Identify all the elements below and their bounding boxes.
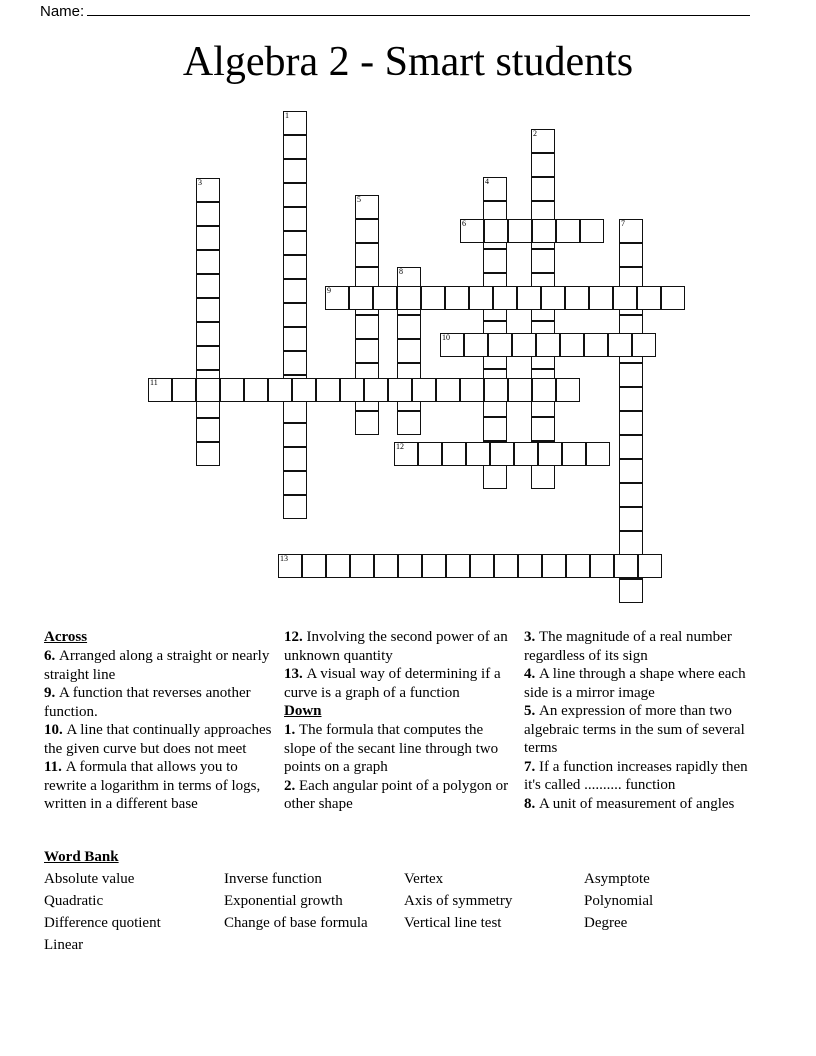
crossword-cell[interactable]	[355, 243, 379, 267]
cell-number-8: 8	[399, 267, 403, 276]
crossword-cell[interactable]	[283, 279, 307, 303]
crossword-cell[interactable]	[355, 195, 379, 219]
clue-number: 1.	[284, 722, 299, 738]
word-bank-item: Inverse function	[224, 871, 322, 887]
word-bank-item: Change of base formula	[224, 915, 368, 931]
crossword-cell[interactable]	[565, 286, 589, 310]
crossword-cell[interactable]	[541, 286, 565, 310]
crossword-cell[interactable]	[619, 531, 643, 555]
crossword-cell[interactable]	[466, 442, 490, 466]
crossword-cell[interactable]	[412, 378, 436, 402]
crossword-cell[interactable]	[340, 378, 364, 402]
crossword-cell[interactable]	[421, 286, 445, 310]
crossword-cell[interactable]	[283, 495, 307, 519]
cell-number-10: 10	[442, 333, 450, 342]
clues-column-3	[524, 628, 774, 814]
down-heading: Down	[284, 703, 322, 719]
crossword-cell[interactable]	[661, 286, 685, 310]
cell-number-7: 7	[621, 219, 625, 228]
crossword-cell[interactable]	[283, 399, 307, 423]
crossword-cell[interactable]	[418, 442, 442, 466]
cell-number-13: 13	[280, 554, 288, 563]
word-bank-item: Quadratic	[44, 893, 104, 909]
crossword-cell[interactable]	[374, 554, 398, 578]
crossword-cell[interactable]	[508, 219, 532, 243]
word-bank-section	[44, 846, 784, 956]
word-bank-item: Difference quotient	[44, 915, 161, 931]
word-bank-item: Vertex	[404, 871, 444, 887]
clue-text: A formula that allows you to rewrite a logarithm in terms of logs, written in a different base	[44, 759, 261, 812]
crossword-cell[interactable]	[619, 411, 643, 435]
crossword-cell[interactable]	[196, 346, 220, 370]
crossword-cell[interactable]	[196, 442, 220, 466]
crossword-cell[interactable]	[283, 231, 307, 255]
crossword-cell[interactable]	[536, 333, 560, 357]
clue-item	[284, 777, 516, 814]
clue-number: 7.	[524, 758, 539, 775]
crossword-cell[interactable]	[148, 378, 172, 402]
crossword-cell[interactable]	[283, 447, 307, 471]
cell-number-4: 4	[485, 177, 489, 186]
word-bank-item: Exponential growth	[224, 893, 343, 909]
clue-number: 9.	[44, 685, 59, 701]
cell-number-1: 1	[285, 111, 289, 120]
crossword-cell[interactable]	[326, 554, 350, 578]
crossword-cell[interactable]	[172, 378, 196, 402]
down-clue-list-part2	[524, 628, 766, 813]
crossword-cell[interactable]	[196, 178, 220, 202]
cell-number-12: 12	[396, 442, 404, 451]
clue-item	[44, 758, 276, 814]
clue-number: 12.	[284, 629, 307, 645]
clues-column-1	[44, 628, 284, 814]
clue-text: A line that continually approaches the given curve but does not meet	[44, 722, 272, 757]
crossword-cell[interactable]	[355, 339, 379, 363]
crossword-cell[interactable]	[196, 202, 220, 226]
crossword-cell[interactable]	[283, 423, 307, 447]
crossword-cell[interactable]	[483, 465, 507, 489]
crossword-cell[interactable]	[196, 226, 220, 250]
across-clue-list-part2	[284, 628, 516, 702]
clue-item	[524, 702, 766, 758]
crossword-cell[interactable]	[283, 159, 307, 183]
crossword-cell[interactable]	[483, 177, 507, 201]
crossword-cell[interactable]	[562, 442, 586, 466]
crossword-cell[interactable]	[512, 333, 536, 357]
crossword-cell[interactable]	[483, 249, 507, 273]
crossword-cell[interactable]	[637, 286, 661, 310]
clue-number: 6.	[44, 648, 59, 664]
crossword-cell[interactable]	[619, 387, 643, 411]
clue-item	[284, 721, 516, 777]
crossword-cell[interactable]	[350, 554, 374, 578]
crossword-cell[interactable]	[613, 286, 637, 310]
crossword-cell[interactable]	[283, 351, 307, 375]
crossword-cell[interactable]	[493, 286, 517, 310]
crossword-cell[interactable]	[542, 554, 566, 578]
crossword-cell[interactable]	[619, 219, 643, 243]
crossword-cell[interactable]	[316, 378, 340, 402]
across-heading: Across	[44, 629, 88, 645]
crossword-cell[interactable]	[196, 322, 220, 346]
crossword-cell[interactable]	[484, 219, 508, 243]
crossword-cell[interactable]	[283, 471, 307, 495]
crossword-cell[interactable]	[394, 442, 418, 466]
clue-item	[44, 684, 276, 721]
clue-number: 4.	[524, 666, 539, 682]
across-clue-list-part1	[44, 647, 276, 814]
crossword-cell[interactable]	[278, 554, 302, 578]
crossword-cell[interactable]	[445, 286, 469, 310]
clue-number: 10.	[44, 722, 67, 738]
crossword-cell[interactable]	[560, 333, 584, 357]
cell-number-3: 3	[198, 178, 202, 187]
crossword-cell[interactable]	[283, 111, 307, 135]
crossword-cell[interactable]	[364, 378, 388, 402]
crossword-cell[interactable]	[538, 442, 562, 466]
crossword-cell[interactable]	[244, 378, 268, 402]
clue-text: An expression of more than two algebraic terms in the sum of several terms	[524, 703, 745, 756]
clues-section	[44, 628, 774, 814]
crossword-cell[interactable]	[532, 378, 556, 402]
crossword-cell[interactable]	[355, 219, 379, 243]
crossword-cell[interactable]	[531, 249, 555, 273]
crossword-cell[interactable]	[325, 286, 349, 310]
crossword-cell[interactable]	[580, 219, 604, 243]
crossword-cell[interactable]	[196, 378, 220, 402]
clue-text: A function that reverses another function.	[44, 685, 251, 720]
crossword-cell[interactable]	[590, 554, 614, 578]
crossword-cell[interactable]	[302, 554, 326, 578]
crossword-cell[interactable]	[586, 442, 610, 466]
clue-item	[524, 758, 766, 795]
word-bank-item: Degree	[584, 915, 628, 931]
crossword-cell[interactable]	[446, 554, 470, 578]
crossword-cell[interactable]	[283, 207, 307, 231]
crossword-cell[interactable]	[488, 333, 512, 357]
crossword-cell[interactable]	[460, 219, 484, 243]
crossword-cell[interactable]	[398, 554, 422, 578]
crossword-cell[interactable]	[556, 378, 580, 402]
crossword-cell[interactable]	[196, 418, 220, 442]
crossword-cell[interactable]	[397, 315, 421, 339]
crossword-cell[interactable]	[469, 286, 493, 310]
clue-item	[44, 647, 276, 684]
crossword-cell[interactable]	[442, 442, 466, 466]
down-clue-list-part1	[284, 721, 516, 814]
word-bank-item: Linear	[44, 937, 84, 953]
clue-text: The formula that computes the slope of the secant line through two points on a graph	[284, 722, 499, 775]
clue-text: A unit of measurement of angles	[539, 795, 735, 812]
clue-item	[524, 665, 766, 702]
crossword-cell[interactable]	[470, 554, 494, 578]
crossword-cell[interactable]	[532, 219, 556, 243]
clue-number: 8.	[524, 795, 539, 812]
crossword-cell[interactable]	[440, 333, 464, 357]
clues-column-2	[284, 628, 524, 814]
clue-number: 3.	[524, 629, 539, 645]
crossword-cell[interactable]	[283, 135, 307, 159]
name-label: Name:	[40, 3, 85, 20]
crossword-cell[interactable]	[196, 250, 220, 274]
crossword-cell[interactable]	[531, 417, 555, 441]
crossword-cell[interactable]	[508, 378, 532, 402]
crossword-cell[interactable]	[619, 483, 643, 507]
clue-text: A visual way of determining if a curve is a graph of a function	[284, 666, 501, 701]
crossword-cell[interactable]	[531, 129, 555, 153]
word-bank-heading: Word Bank	[44, 849, 119, 865]
clue-text: Arranged along a straight or nearly straight line	[44, 648, 270, 683]
crossword-cell[interactable]	[494, 554, 518, 578]
crossword-cell[interactable]	[619, 435, 643, 459]
cell-number-2: 2	[533, 129, 537, 138]
crossword-cell[interactable]	[397, 286, 421, 310]
clue-number: 11.	[44, 759, 66, 775]
clue-text: Each angular point of a polygon or other shape	[284, 777, 509, 812]
clue-item	[284, 665, 516, 702]
crossword-cell[interactable]	[196, 274, 220, 298]
crossword-cell[interactable]	[373, 286, 397, 310]
crossword-cell[interactable]	[283, 183, 307, 207]
clue-number: 5.	[524, 703, 539, 719]
crossword-cell[interactable]	[619, 243, 643, 267]
crossword-cell[interactable]	[388, 378, 412, 402]
clue-item	[524, 795, 766, 814]
crossword-cell[interactable]	[619, 363, 643, 387]
crossword-cell[interactable]	[531, 153, 555, 177]
crossword-cell[interactable]	[619, 507, 643, 531]
crossword-cell[interactable]	[518, 554, 542, 578]
crossword-cell[interactable]	[220, 378, 244, 402]
crossword-cell[interactable]	[397, 339, 421, 363]
clue-text: A line through a shape where each side is a mirror image	[524, 666, 746, 701]
crossword-cell[interactable]	[436, 378, 460, 402]
crossword-cell[interactable]	[531, 177, 555, 201]
crossword-cell[interactable]	[292, 378, 316, 402]
crossword-cell[interactable]	[589, 286, 613, 310]
cell-number-5: 5	[357, 195, 361, 204]
crossword-cell[interactable]	[483, 417, 507, 441]
crossword-cell[interactable]	[484, 378, 508, 402]
clue-text: If a function increases rapidly then it's called .......... function	[524, 758, 748, 793]
crossword-cell[interactable]	[531, 465, 555, 489]
word-bank-item: Vertical line test	[404, 915, 502, 931]
clue-item	[284, 628, 516, 665]
crossword-cell[interactable]	[619, 459, 643, 483]
crossword-cell[interactable]	[355, 315, 379, 339]
word-bank-list	[44, 868, 784, 956]
crossword-cell[interactable]	[422, 554, 446, 578]
crossword-cell[interactable]	[614, 554, 638, 578]
clue-item	[524, 628, 766, 665]
crossword-cell[interactable]	[464, 333, 488, 357]
crossword-cell[interactable]	[268, 378, 292, 402]
crossword-cell[interactable]	[632, 333, 656, 357]
word-bank-item: Absolute value	[44, 871, 135, 887]
crossword-cell[interactable]	[397, 411, 421, 435]
crossword-cell[interactable]	[490, 442, 514, 466]
crossword-cell[interactable]	[566, 554, 590, 578]
crossword-cell[interactable]	[584, 333, 608, 357]
crossword-cell[interactable]	[349, 286, 373, 310]
crossword-cell[interactable]	[514, 442, 538, 466]
cell-number-11: 11	[150, 378, 158, 387]
word-bank-item: Asymptote	[584, 871, 650, 887]
clue-number: 13.	[284, 666, 307, 682]
crossword-cell[interactable]	[619, 579, 643, 603]
cell-number-9: 9	[327, 286, 331, 295]
clue-text: The magnitude of a real number regardless of its sign	[524, 629, 732, 664]
clue-number: 2.	[284, 777, 299, 794]
crossword-cell[interactable]	[283, 327, 307, 351]
word-bank-item: Polynomial	[584, 893, 654, 909]
word-bank-item: Axis of symmetry	[404, 893, 513, 909]
crossword-cell[interactable]	[556, 219, 580, 243]
page-title: Algebra 2 - Smart students	[182, 39, 634, 85]
crossword-cell[interactable]	[283, 255, 307, 279]
cell-number-6: 6	[462, 219, 466, 228]
crossword-cell[interactable]	[517, 286, 541, 310]
crossword-cell[interactable]	[196, 298, 220, 322]
clue-text: Involving the second power of an unknown quantity	[284, 629, 508, 664]
clue-item	[44, 721, 276, 758]
crossword-cell[interactable]	[355, 411, 379, 435]
crossword-cell[interactable]	[608, 333, 632, 357]
crossword-cell[interactable]	[460, 378, 484, 402]
crossword-cell[interactable]	[638, 554, 662, 578]
crossword-cell[interactable]	[283, 303, 307, 327]
